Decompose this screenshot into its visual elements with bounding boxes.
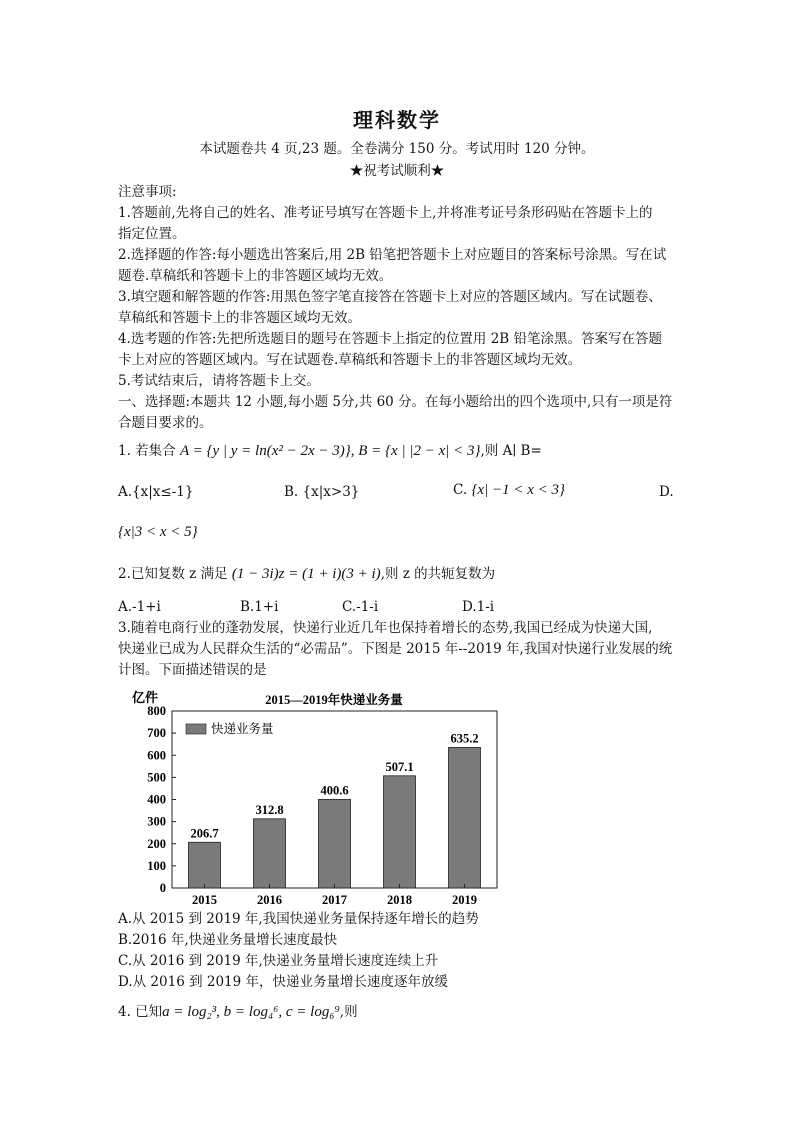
bar — [319, 799, 351, 888]
option-c: C.-1-i — [342, 599, 379, 615]
y-tick-label: 500 — [147, 770, 166, 785]
option-b: B.2016 年,快递业务量增长速度最快 — [118, 932, 338, 948]
chart-title: 2015—2019年快递业务量 — [265, 693, 403, 707]
notice-heading: 注意事项: — [118, 184, 177, 200]
question-4-prefix: 4. 已知 — [118, 1004, 163, 1020]
y-tick-label: 800 — [147, 704, 166, 718]
set-b-expression: , B = {x | |2 − x| < 3} — [350, 443, 481, 459]
express-volume-bar-chart — [110, 683, 510, 908]
option-d-value: {x|3 < x < 5} — [118, 524, 198, 540]
notice-line: 指定位置。 — [118, 226, 186, 242]
question-3-line: 计图。下面描述错误的是 — [118, 662, 267, 678]
good-luck-line: ★祝考试顺利★ — [349, 163, 445, 179]
x-tick-label: 2018 — [387, 893, 412, 907]
question-4-suffix: ,则 — [339, 1004, 358, 1020]
bar-value-label: 635.2 — [450, 731, 479, 746]
notice-line: 题卷.草稿纸和答题卡上的非答题区域均无效。 — [118, 268, 393, 284]
bar-value-label: 400.6 — [320, 783, 349, 798]
y-tick-label: 700 — [147, 726, 166, 741]
question-4-stem — [118, 1003, 358, 1021]
notice-line: 卡上对应的答题区域内。写在试题卷.草稿纸和答题卡上的非答题区域均无效。 — [118, 352, 582, 368]
bar — [254, 819, 286, 888]
question-2-stem — [118, 565, 495, 583]
x-tick-label: 2016 — [257, 893, 282, 907]
option-d: D.1-i — [462, 599, 495, 615]
complex-equation: (1 − 3i)z = (1 + i)(3 + i) — [231, 566, 381, 582]
y-tick-label: 200 — [147, 836, 166, 851]
option-c: C. {x| −1 < x < 3} — [453, 482, 565, 498]
question-3-line: 3.随着电商行业的蓬勃发展，快递行业近几年也保持着增长的态势,我国已经成为快递大国, — [118, 620, 653, 636]
option-d-label: D. — [659, 484, 674, 500]
bar — [189, 842, 221, 888]
notice-line: 5.考试结束后，请将答题卡上交。 — [118, 373, 320, 389]
notice-line: 3.填空题和解答题的作答:用黑色签字笔直接答在答题卡上对应的答题区域内。写在试题卷、 — [118, 289, 662, 305]
bar-value-label: 507.1 — [385, 759, 414, 774]
x-tick-label: 2019 — [452, 893, 477, 907]
question-2-suffix: ,则 z 的共轭复数为 — [380, 566, 496, 582]
y-axis-label: 亿件 — [132, 690, 159, 705]
x-tick-label: 2015 — [192, 893, 217, 907]
question-3-line: 快递业已成为人民群众生活的“必需品”。下图是 2015 年--2019 年,我国对快递行业发展的统 — [118, 641, 673, 657]
y-tick-label: 100 — [147, 858, 166, 873]
question-1-stem — [118, 442, 542, 460]
bar — [384, 776, 416, 888]
y-tick-label: 0 — [159, 881, 166, 895]
legend-swatch — [186, 724, 206, 734]
y-tick-label: 400 — [147, 792, 166, 807]
x-tick-label: 2017 — [322, 893, 347, 907]
option-b: B. {x|x>3} — [284, 484, 360, 500]
question-1-suffix: ,则 A∣ B= — [480, 443, 542, 459]
section-heading: 一、选择题:本题共 12 小题,每小题 5分,共 60 分。在每小题给出的四个选项中,只有一项是符 — [118, 394, 673, 410]
question-1-prefix: 1. 若集合 — [118, 443, 176, 459]
bars — [189, 731, 481, 888]
option-c: C.从 2016 到 2019 年,快递业务量增长速度连续上升 — [118, 953, 439, 969]
legend-label: 快递业务量 — [211, 722, 274, 736]
option-a: A.-1+i — [118, 599, 161, 615]
bar-value-label: 206.7 — [190, 826, 219, 841]
notice-line: 草稿纸和答题卡上的非答题区域均无效。 — [118, 310, 361, 326]
bar-value-label: 312.8 — [255, 802, 284, 817]
y-tick-label: 600 — [147, 748, 166, 763]
y-tick-label: 300 — [147, 814, 166, 829]
question-2-prefix: 2.已知复数 z 满足 — [118, 566, 228, 582]
option-a: A.{x|x≤-1} — [118, 484, 194, 500]
set-a-expression: A = {y | y = ln(x² − 2x − 3)} — [179, 443, 351, 459]
notice-line: 2.选择题的作答:每小题选出答案后,用 2B 铅笔把答题卡上对应题目的答案标号涂黑。写在试 — [118, 247, 667, 263]
bar — [449, 747, 481, 888]
option-d: D.从 2016 到 2019 年，快递业务量增长速度逐年放缓 — [118, 974, 449, 990]
log-expression: a = log₂³, b = log₄⁶, c = log₆⁹ — [162, 1004, 340, 1020]
page-title: 理科数学 — [353, 108, 441, 132]
exam-info: 本试题卷共 4 页,23 题。全卷满分 150 分。考试用时 120 分钟。 — [199, 141, 595, 157]
option-b: B.1+i — [240, 599, 279, 615]
notice-line: 4.选考题的作答:先把所选题目的题号在答题卡上指定的位置用 2B 铅笔涂黑。答案写在答题 — [118, 331, 663, 347]
notice-line: 1.答题前,先将自己的姓名、准考证号填写在答题卡上,并将准考证号条形码贴在答题卡上的 — [118, 205, 653, 221]
option-a: A.从 2015 到 2019 年,我国快递业务量保持逐年增长的趋势 — [118, 911, 479, 927]
section-heading-cont: 合题目要求的。 — [118, 415, 213, 431]
x-axis — [192, 884, 477, 907]
